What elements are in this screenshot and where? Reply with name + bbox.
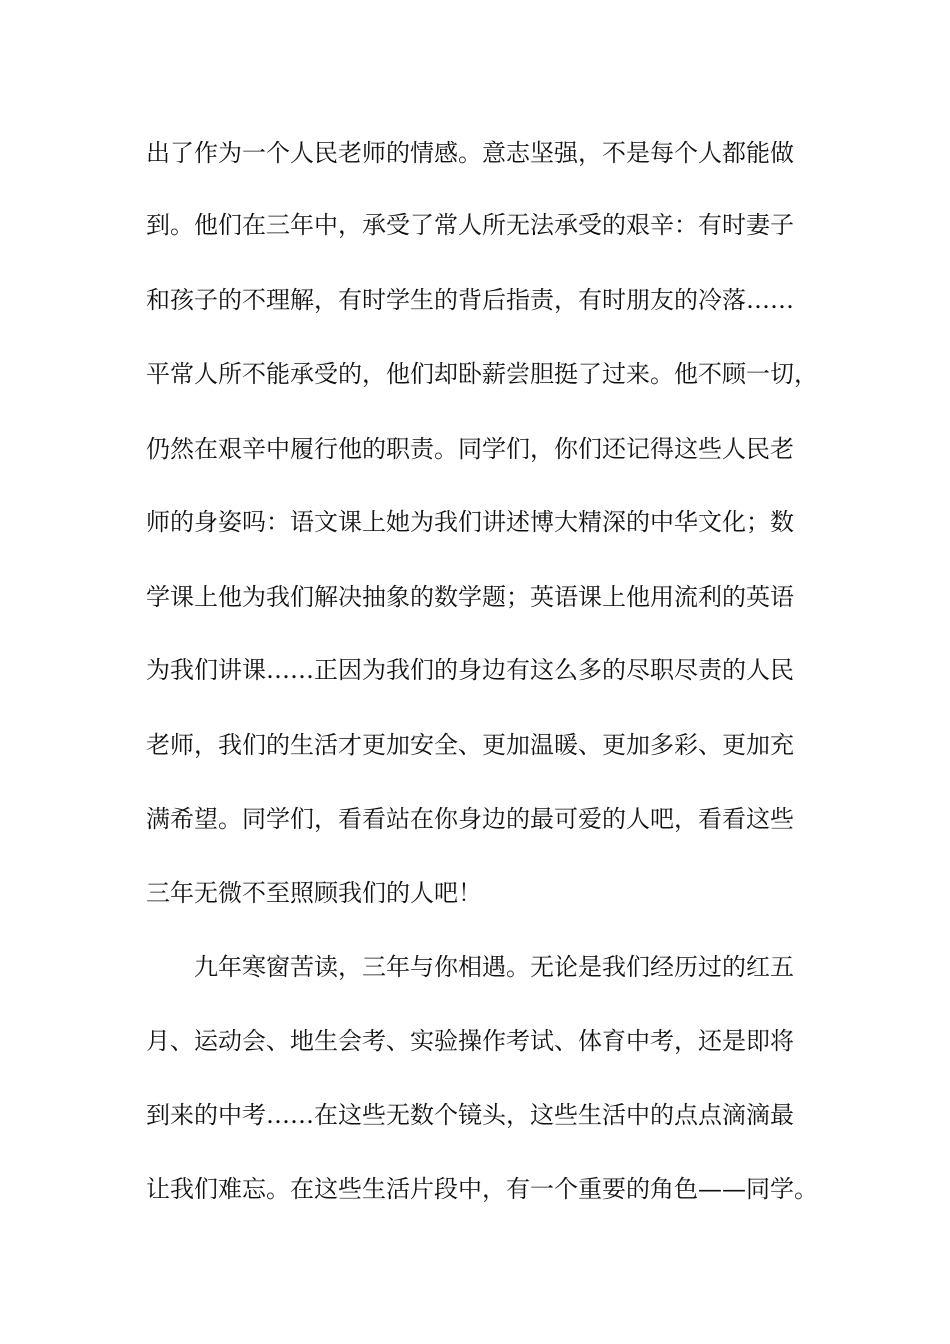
text-line: 三年无微不至照顾我们的人吧！ <box>146 879 482 907</box>
text-line: 到来的中考……在这些无数个镜头，这些生活中的点点滴滴最 <box>146 1101 794 1129</box>
text-line: 和孩子的不理解，有时学生的背后指责，有时朋友的冷落…… <box>146 286 794 314</box>
paragraph-first-line: 九年寒窗苦读，三年与你相遇。无论是我们经历过的红五 <box>194 953 794 981</box>
text-line: 满希望。同学们，看看站在你身边的最可爱的人吧，看看这些 <box>146 805 794 833</box>
text-line: 学课上他为我们解决抽象的数学题；英语课上他用流利的英语 <box>146 583 794 611</box>
text-line: 平常人所不能承受的，他们却卧薪尝胆挺了过来。他不顾一切， <box>146 360 818 388</box>
text-line: 为我们讲课……正因为我们的身边有这么多的尽职尽责的人民 <box>146 656 794 684</box>
text-line: 老师，我们的生活才更加安全、更加温暖、更加多彩、更加充 <box>146 731 794 759</box>
text-line: 仍然在艰辛中履行他的职责。同学们，你们还记得这些人民老 <box>146 435 794 463</box>
text-line: 师的身姿吗：语文课上她为我们讲述博大精深的中华文化；数 <box>146 508 794 536</box>
text-line: 让我们难忘。在这些生活片段中，有一个重要的角色——同学。 <box>146 1175 818 1203</box>
text-line: 月、运动会、地生会考、实验操作考试、体育中考，还是即将 <box>146 1027 794 1055</box>
text-line: 到。他们在三年中，承受了常人所无法承受的艰辛：有时妻子 <box>146 211 794 239</box>
text-line: 出了作为一个人民老师的情感。意志坚强，不是每个人都能做 <box>146 139 794 167</box>
